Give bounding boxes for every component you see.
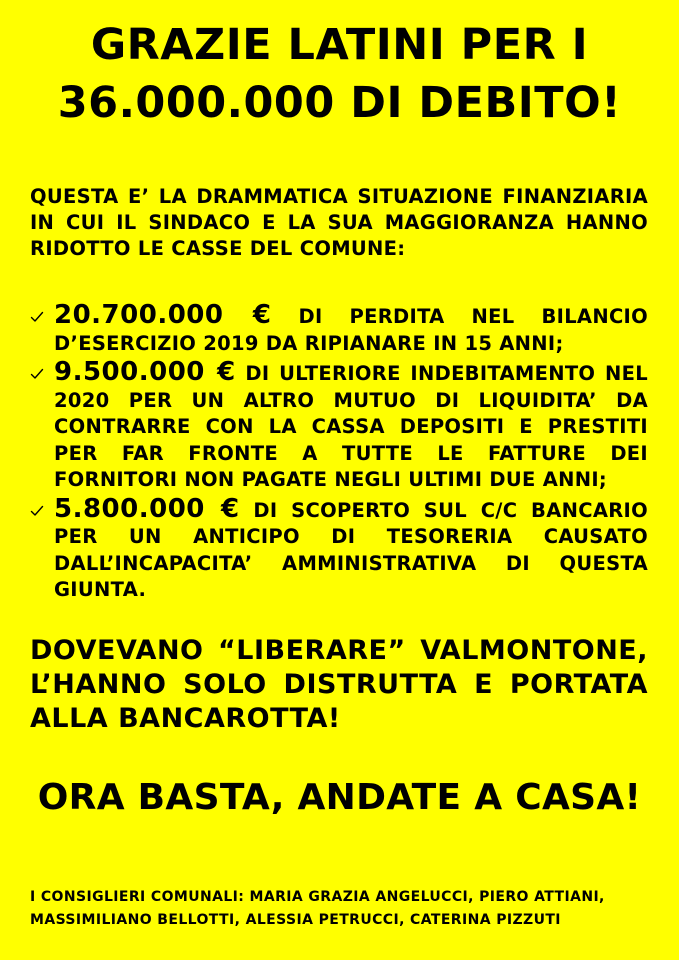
call-to-action: ORA BASTA, ANDATE A CASA! [37,777,642,818]
debt-item [30,493,648,604]
debt-item [30,359,648,494]
signatories [30,886,648,932]
debt-description: DI ULTERIORE INDEBITAMENTO NEL 2020 PER UN ALTRO MUTUO DI LIQUIDITA’ DA CONTRARRE CON LA CASSA DEPOSITI E PRESTITI PER FAR FRONTE A TUTTE LE FATTURE DEI FORNITORI NON PAGATE NEGLI ULTIMI DUE ANNI; [54,362,648,491]
debt-amount: 9.500.000 € [54,357,236,387]
checkmark-icon [30,367,44,381]
debt-item [30,302,648,357]
debt-description: DI SCOPERTO SUL C/C BANCARIO PER UN ANTICIPO DI TESORERIA CAUSATO DALL’INCAPACITA’ AMMINISTRATIVA DI QUESTA GIUNTA. [54,498,648,601]
debt-amount: 20.700.000 € [54,300,272,330]
intro-paragraph: QUESTA E’ LA DRAMMATICA SITUAZIONE FINANZIARIA IN CUI IL SINDACO E LA SUA MAGGIORANZA HANNO RIDOTTO LE CASSE DEL COMUNE: [30,185,648,260]
debt-description: DI PERDITA NEL BILANCIO D’ESERCIZIO 2019 DA RIPIANARE IN 15 ANNI; [54,305,648,355]
debt-amount: 5.800.000 € [54,493,240,524]
headline [0,16,679,132]
headline-line-1: GRAZIE LATINI PER I [90,20,589,70]
signatories-line-1: I CONSIGLIERI COMUNALI: MARIA GRAZIA ANGELUCCI, PIERO ATTIANI, [30,889,605,905]
headline-line-2: 36.000.000 DI DEBITO! [57,78,622,128]
closing-statement: DOVEVANO “LIBERARE” VALMONTONE, L’HANNO SOLO DISTRUTTA E PORTATA ALLA BANCAROTTA! [30,635,648,734]
checkmark-icon [30,310,44,324]
debt-list [30,302,648,606]
checkmark-icon [30,504,44,518]
signatories-line-2: MASSIMILIANO BELLOTTI, ALESSIA PETRUCCI, CATERINA PIZZUTI [30,912,561,928]
